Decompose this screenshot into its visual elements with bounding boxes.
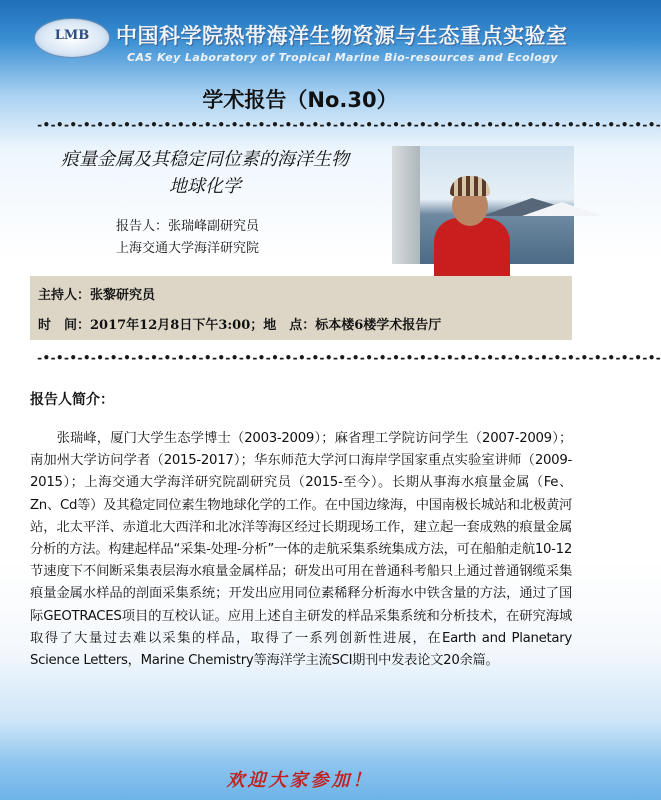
org-name-en: CAS Key Laboratory of Tropical Marine Bio-resources and Ecology <box>127 51 558 64</box>
host-info: 主持人：张黎研究员 <box>38 288 156 303</box>
org-name-cn: 中国科学院热带海洋生物资源与生态重点实验室 <box>116 24 568 48</box>
photo-knit-hat <box>450 176 490 196</box>
photo-ship-frame <box>392 146 420 264</box>
welcome-footer: 欢迎大家参加！ <box>226 770 374 791</box>
topic-line-2: 地球化学 <box>169 176 241 197</box>
bottom-dashed-divider: -•-•-•-•-•-•-•-•-•-•-•-•-•-•-•-•-•-•-•-•-•-•-•-•-•-•-•-•-•-•-•-•-•-•-•-•-•-•-•-•-•-•-•-•-•-•- <box>36 351 661 365</box>
lab-logo <box>34 18 110 58</box>
report-topic <box>30 146 380 200</box>
time-place-info: 时 间：2017年12月8日下午3:00；地 点：标本楼6楼学术报告厅 <box>38 318 442 333</box>
bio-text: 张瑞峰，厦门大学生态学博士（2003-2009）；麻省理工学院访问学生（2007-2009）；南加州大学访问学者（2015-2017）；华东师范大学河口海岸学国家重点实验室讲师（2009-2015）；上海交通大学海洋研究院副研究员（2015-至今）。长期从事海水痕量金属（Fe、Zn、Cd等）及其稳定同位素生物地球化学的工作。在中国边缘海，中国南极长城站和北极黄河站，北太平洋、赤道北大西洋和北冰洋等海区经过长期现场工作，建立起一套成熟的痕量金属分析的方法。构建起样品“采集-处理-分析”一体的走航采集系统集成方法，可在船舶走航10-12节速度下不间断采集表层海水痕量金属样品；研发出可用在普通科考船只上通过普通钢缆采集痕量金属水样品的剖面采集系统；开发出应用同位素稀释分析海水中铁含量的方法，通过了国际GEOTRACES项目的互校认证。应用上述自主研发的样品采集系统和分析技术，在研究海域取得了大量过去难以采集的样品，取得了一系列创新性进展，在Earth and Planetary Science Letters，Marine Chemistry等海洋学主流SCI期刊中发表论文20余篇。 <box>30 431 572 669</box>
logo-text: LMB <box>54 28 90 43</box>
top-dashed-divider: -•-•-•-•-•-•-•-•-•-•-•-•-•-•-•-•-•-•-•-•-•-•-•-•-•-•-•-•-•-•-•-•-•-•-•-•-•-•-•-•-•-•-•-•-•-•- <box>36 118 661 132</box>
speaker-name: 报告人：张瑞峰副研究员 <box>116 219 260 234</box>
speaker-affiliation: 上海交通大学海洋研究院 <box>116 241 260 256</box>
speaker-info <box>116 216 259 260</box>
bio-heading: 报告人简介： <box>30 392 114 408</box>
topic-line-1: 痕量金属及其稳定同位素的海洋生物 <box>61 149 349 170</box>
photo-red-jacket <box>434 218 510 278</box>
header-banner <box>0 0 600 80</box>
photo-snow-peak <box>522 202 602 216</box>
speaker-photo <box>392 146 574 264</box>
report-title: 学术报告（No.30） <box>202 88 398 112</box>
